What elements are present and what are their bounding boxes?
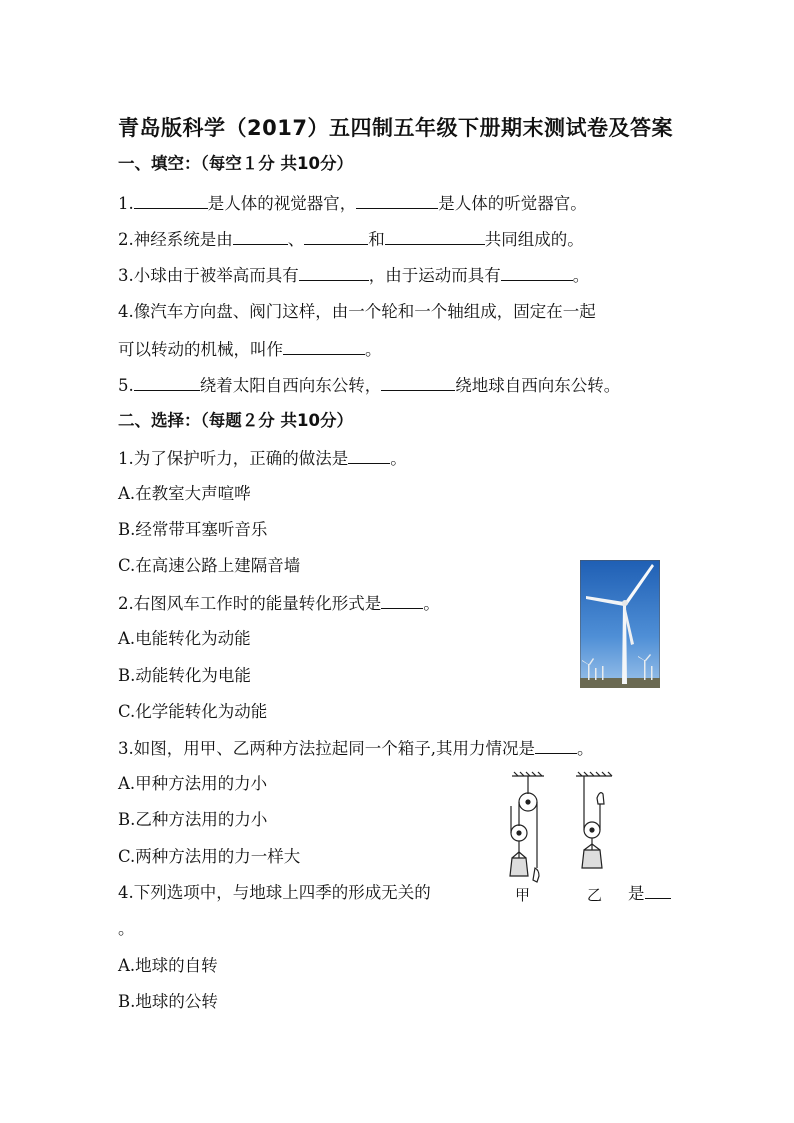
section1-heading: 一、填空：（每空１分 共10分）	[118, 154, 353, 173]
answer-blank[interactable]	[299, 264, 369, 281]
q1-text-c: 是人体的听觉器官。	[438, 194, 587, 213]
fill-question-2	[118, 228, 584, 251]
choice-question-3-stem	[118, 737, 594, 760]
cq4-stem-b: 是	[628, 884, 645, 903]
page-title: 青岛版科学（2017）五四制五年级下册期末测试卷及答案	[118, 116, 673, 140]
q1-text-b: 是人体的视觉器官，	[207, 194, 357, 213]
wind-turbine-image	[580, 560, 660, 688]
choice-question-4-stem: 4.下列选项中，与地球上四季的形成无关的	[118, 883, 431, 902]
answer-blank[interactable]	[283, 338, 365, 355]
q3-text-c: 。	[572, 266, 590, 285]
cq3-stem-end: 。	[577, 739, 594, 758]
q3-text-a: 3.小球由于被举高而具有	[118, 266, 299, 285]
choice-question-4-stem-b	[628, 882, 671, 905]
cq1-option-c[interactable]: C.在高速公路上建隔音墙	[118, 556, 301, 575]
cq3-stem: 3.如图，用甲、乙两种方法拉起同一个箱子,其用力情况是	[118, 739, 535, 758]
section2-heading: 二、选择：（每题２分 共10分）	[118, 411, 353, 430]
choice-question-1-stem	[118, 447, 407, 470]
q2-text-c: 和	[368, 230, 385, 249]
fill-question-3	[118, 264, 589, 287]
answer-blank[interactable]	[535, 737, 577, 754]
answer-blank[interactable]	[501, 264, 573, 281]
answer-blank[interactable]	[645, 882, 671, 899]
q4-text-a: 可以转动的机械，叫作	[118, 340, 283, 359]
fill-question-5	[118, 374, 620, 397]
cq3-option-b[interactable]: B.乙种方法用的力小	[118, 810, 268, 829]
cq1-stem-end: 。	[390, 449, 407, 468]
q2-text-a: 2.神经系统是由	[118, 230, 233, 249]
q2-text-d: 共同组成的。	[484, 230, 584, 249]
q4-text-b: 。	[365, 340, 382, 359]
q5-text-b: 绕着太阳自西向东公转，	[199, 376, 382, 395]
q1-text-a: 1.	[118, 194, 134, 213]
cq3-option-a[interactable]: A.甲种方法用的力小	[118, 774, 268, 793]
choice-question-2-stem	[118, 592, 440, 615]
cq2-option-a[interactable]: A.电能转化为动能	[118, 629, 251, 648]
cq1-option-a[interactable]: A.在教室大声喧哗	[118, 484, 251, 503]
cq2-stem: 2.右图风车工作时的能量转化形式是	[118, 594, 382, 613]
cq2-option-c[interactable]: C.化学能转化为动能	[118, 702, 268, 721]
cq3-option-c[interactable]: C.两种方法用的力一样大	[118, 847, 301, 866]
answer-blank[interactable]	[385, 228, 485, 245]
answer-blank[interactable]	[381, 374, 455, 391]
q5-text-c: 绕地球自西向东公转。	[455, 376, 621, 395]
answer-blank[interactable]	[304, 228, 368, 245]
cq2-stem-end: 。	[423, 594, 440, 613]
answer-blank[interactable]	[233, 228, 288, 245]
cq1-option-b[interactable]: B.经常带耳塞听音乐	[118, 520, 268, 539]
cq4-option-b[interactable]: B.地球的公转	[118, 992, 218, 1011]
cq2-option-b[interactable]: B.动能转化为电能	[118, 666, 251, 685]
fill-question-4-line1: 4.像汽车方向盘、阀门这样，由一个轮和一个轴组成，固定在一起	[118, 302, 596, 321]
answer-blank[interactable]	[381, 592, 423, 609]
answer-blank[interactable]	[356, 192, 438, 209]
cq4-option-a[interactable]: A.地球的自转	[118, 956, 218, 975]
q2-text-b: 、	[287, 230, 305, 249]
fill-question-1	[118, 192, 587, 215]
q5-text-a: 5.	[118, 376, 134, 395]
choice-question-4-stem-end: 。	[118, 919, 135, 938]
q3-text-b: ，由于运动而具有	[368, 266, 501, 285]
cq1-stem: 1.为了保护听力，正确的做法是	[118, 449, 349, 468]
answer-blank[interactable]	[134, 374, 200, 391]
fill-question-4-line2	[118, 338, 382, 361]
answer-blank[interactable]	[348, 447, 390, 464]
pulley-label-jia: 甲	[515, 886, 531, 904]
answer-blank[interactable]	[134, 192, 208, 209]
pulley-label-yi: 乙	[587, 886, 603, 904]
